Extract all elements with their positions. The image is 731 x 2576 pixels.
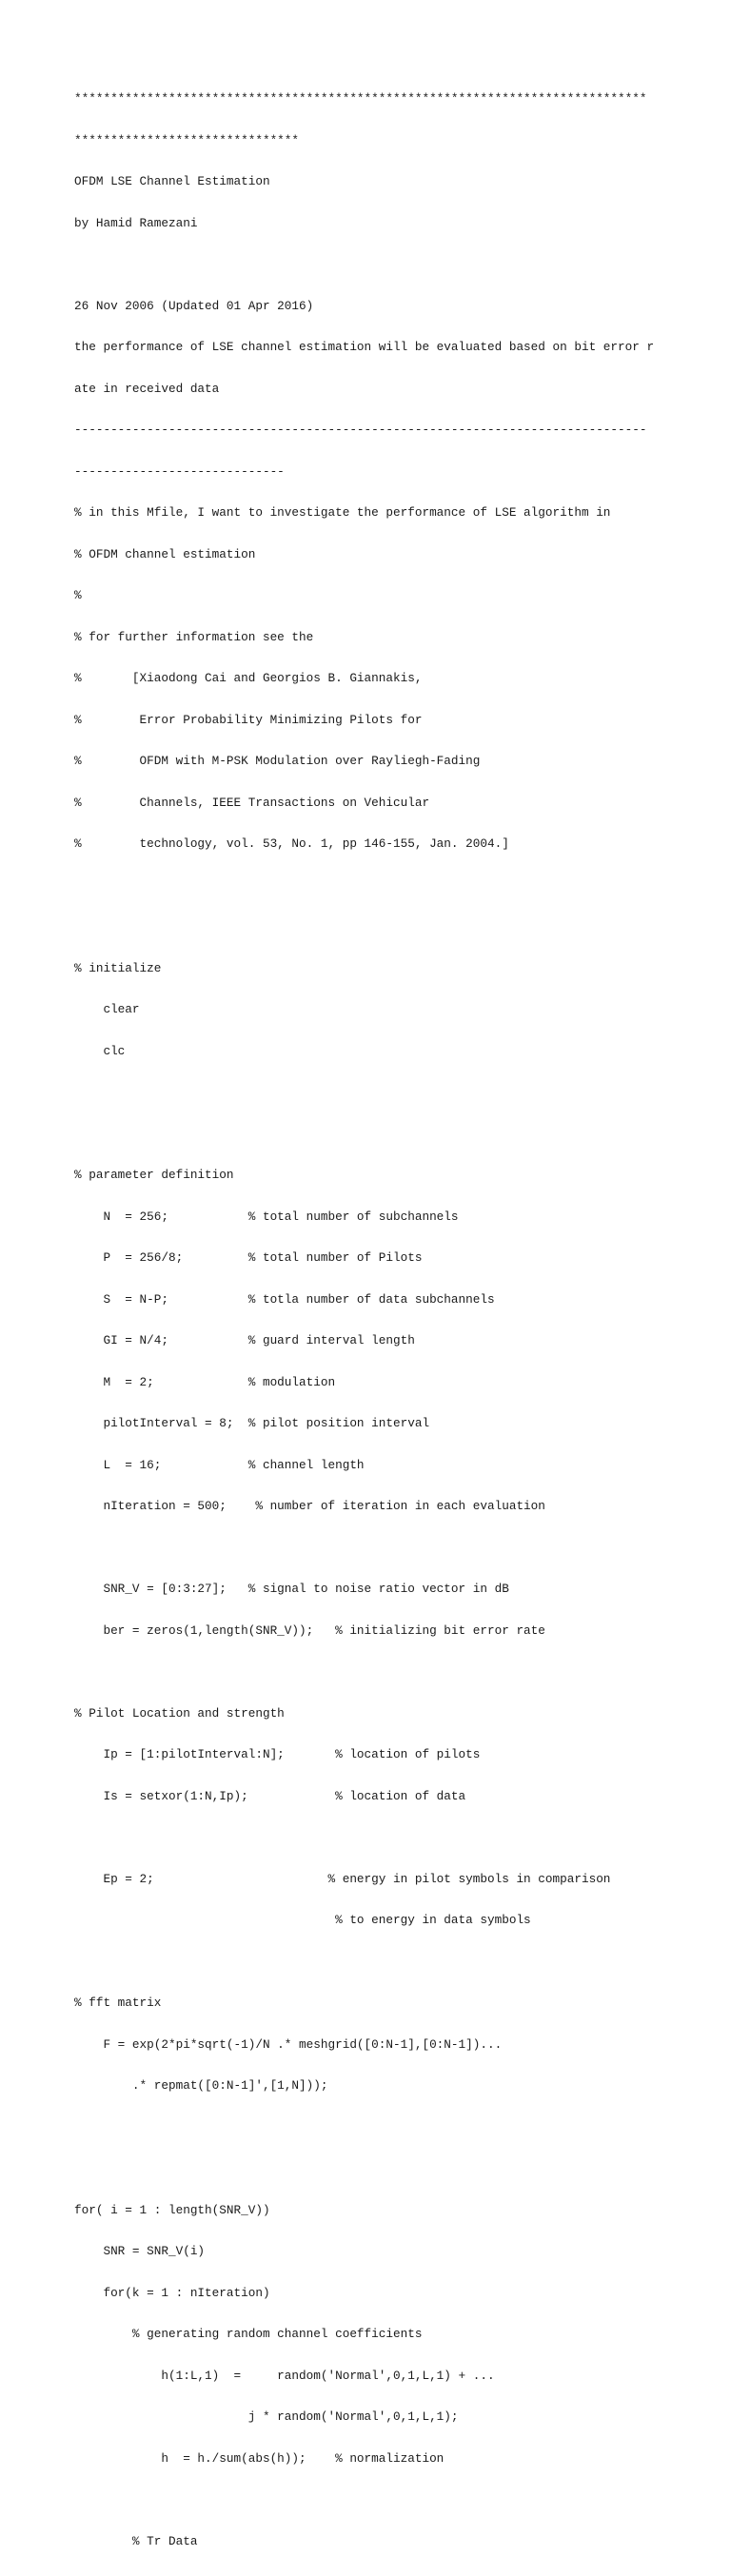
code-line: % [Xiaodong Cai and Georgios B. Giannakis, <box>74 671 423 685</box>
code-line <box>74 1542 654 1556</box>
code-line: pilotInterval = 8; % pilot position interval <box>74 1416 430 1430</box>
code-line <box>74 1956 654 1970</box>
code-line: Ip = [1:pilotInterval:N]; % location of pilots <box>74 1747 481 1761</box>
code-line: j * random('Normal',0,1,L,1); <box>74 2409 459 2424</box>
code-line: % for further information see the <box>74 629 314 644</box>
code-line: ----------------------------- <box>74 463 285 479</box>
code-line: .* repmat([0:N-1]',[1,N])); <box>74 2078 328 2093</box>
code-line: GI = N/4; % guard interval length <box>74 1333 415 1347</box>
code-line <box>74 1831 654 1845</box>
code-line: % technology, vol. 53, No. 1, pp 146-155, Jan. 2004.] <box>74 836 509 851</box>
code-line: % to energy in data symbols <box>74 1913 531 1927</box>
code-line: by Hamid Ramezani <box>74 215 198 230</box>
code-line: P = 256/8; % total number of Pilots <box>74 1250 423 1265</box>
code-line: M = 2; % modulation <box>74 1374 336 1389</box>
code-line: ber = zeros(1,length(SNR_V)); % initializing bit error rate <box>74 1622 545 1638</box>
code-line: for(k = 1 : nIteration) <box>74 2285 270 2300</box>
code-line: h = h./sum(abs(h)); % normalization <box>74 2450 445 2466</box>
code-line: % Pilot Location and strength <box>74 1705 285 1721</box>
code-line <box>74 2493 654 2507</box>
code-line: the performance of LSE channel estimation will be evaluated based on bit error r <box>74 340 655 354</box>
code-line: nIteration = 500; % number of iteration in each evaluation <box>74 1499 545 1513</box>
code-listing <box>74 65 654 2576</box>
code-line: 26 Nov 2006 (Updated 01 Apr 2016) <box>74 298 314 313</box>
code-line: S = N-P; % totla number of data subchannels <box>74 1291 495 1307</box>
code-line <box>74 920 654 934</box>
code-line: SNR_V = [0:3:27]; % signal to noise ratio vector in dB <box>74 1582 509 1596</box>
code-line <box>74 1128 654 1142</box>
code-line: SNR = SNR_V(i) <box>74 2244 206 2258</box>
code-line <box>74 1665 654 1680</box>
code-line: clear <box>74 1002 140 1016</box>
code-line: % initialize <box>74 960 162 975</box>
code-line: OFDM LSE Channel Estimation <box>74 174 270 188</box>
code-line <box>74 258 654 272</box>
code-line: Ep = 2; % energy in pilot symbols in comparison <box>74 1871 611 1886</box>
code-line: % OFDM with M-PSK Modulation over Rayliegh-Fading <box>74 754 481 768</box>
code-line: for( i = 1 : length(SNR_V)) <box>74 2202 270 2217</box>
code-line: % OFDM channel estimation <box>74 546 256 561</box>
code-line: ate in received data <box>74 381 220 396</box>
code-line: % Tr Data <box>74 2533 198 2548</box>
code-line: Is = setxor(1:N,Ip); % location of data <box>74 1788 466 1803</box>
code-line <box>74 2162 654 2176</box>
code-line: % parameter definition <box>74 1168 234 1182</box>
code-line: L = 16; % channel length <box>74 1457 365 1472</box>
code-line: ******************************************************************************* <box>74 91 647 106</box>
code-line: h(1:L,1) = random('Normal',0,1,L,1) + ... <box>74 2368 495 2383</box>
code-line: clc <box>74 1043 126 1058</box>
code-line: ------------------------------------------------------------------------------- <box>74 423 647 437</box>
code-line <box>74 879 654 894</box>
code-line <box>74 1086 654 1100</box>
code-line <box>74 2121 654 2135</box>
code-line: % fft matrix <box>74 1996 162 2010</box>
code-line: ******************************* <box>74 132 300 147</box>
code-line: % Error Probability Minimizing Pilots for <box>74 712 423 727</box>
code-line: % <box>74 588 82 602</box>
code-line: N = 256; % total number of subchannels <box>74 1209 459 1224</box>
code-line: % Channels, IEEE Transactions on Vehicular <box>74 795 430 810</box>
code-line: % in this Mfile, I want to investigate the performance of LSE algorithm in <box>74 505 611 520</box>
code-line: % generating random channel coefficients <box>74 2327 423 2341</box>
code-line: F = exp(2*pi*sqrt(-1)/N .* meshgrid([0:N-1],[0:N-1])... <box>74 2036 503 2052</box>
